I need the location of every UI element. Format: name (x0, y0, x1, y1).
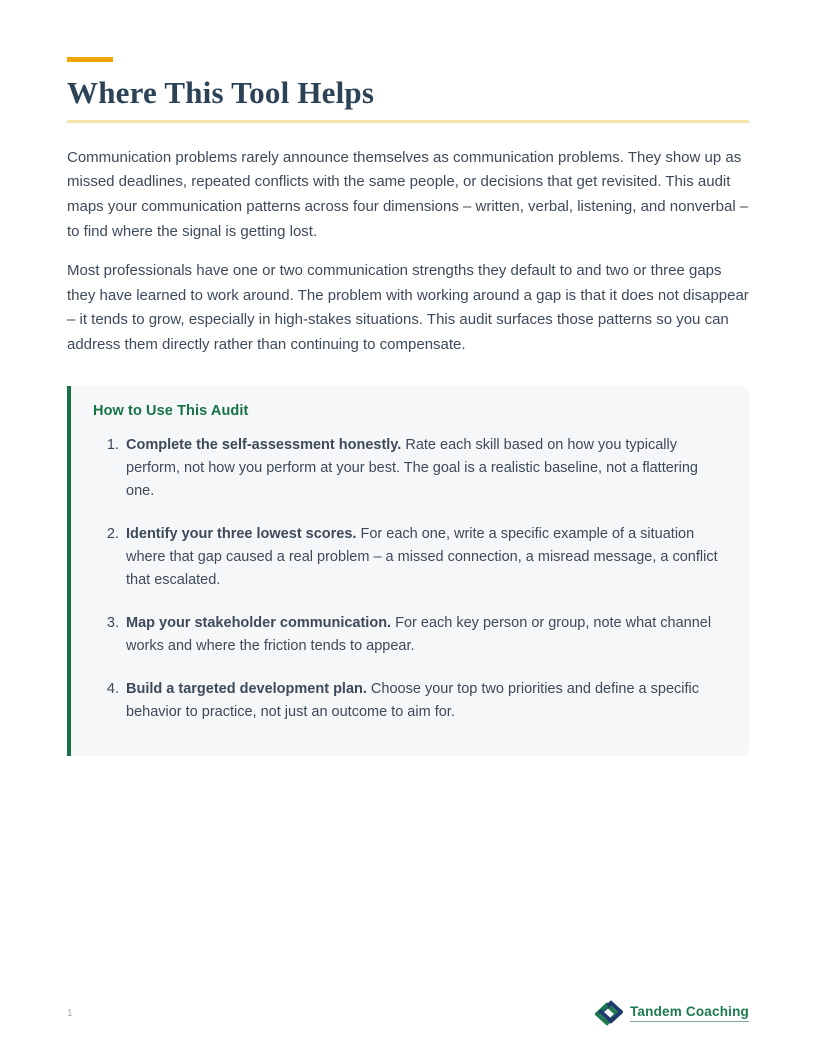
list-item-lead: Build a targeted development plan. (126, 681, 367, 698)
list-item-body: For each one, write a specific example of a situation where that gap caused a real problem – a missed connection, a misread message, a conflict that escalated. (126, 526, 718, 589)
list-item-body: For each key person or group, note what channel works and where the friction tends to appear. (126, 615, 712, 655)
how-to-use-callout (67, 386, 749, 756)
callout-heading: How to Use This Audit (93, 403, 249, 420)
tandem-logo-icon (595, 1000, 623, 1026)
tandem-coaching-logo[interactable] (595, 1000, 749, 1026)
title-rule (67, 120, 749, 123)
intro-paragraph-2: Most professionals have one or two communication strengths they default to and two or three gaps they have learned to work around. The problem with working around a gap is that it does not disappear – it tends to grow, especially in high-stakes situations. This audit surfaces those patterns so you can address them directly rather than continuing to compensate. (67, 261, 749, 354)
accent-bar (67, 57, 113, 62)
intro-paragraph-1: Communication problems rarely announce themselves as communication problems. They show up as missed deadlines, repeated conflicts with the same people, or decisions that get revisited. This audit maps your communication patterns across four dimensions – written, verbal, listening, and nonverbal – to find where the signal is getting lost. (67, 148, 749, 241)
list-item (123, 678, 721, 724)
instruction-list (93, 434, 721, 724)
logo-text: Tandem Coaching (630, 1004, 749, 1022)
page-footer (67, 1000, 749, 1026)
list-item-lead: Complete the self-assessment honestly. (126, 437, 402, 454)
list-item (123, 434, 721, 503)
list-item (123, 523, 721, 592)
list-item-body: Rate each skill based on how you typically perform, not how you perform at your best. The goal is a realistic baseline, not a flattering one. (126, 437, 698, 500)
list-item (123, 612, 721, 658)
intro-section (67, 146, 749, 358)
page-number: 1 (67, 1007, 73, 1019)
list-item-lead: Identify your three lowest scores. (126, 526, 357, 543)
page-title: Where This Tool Helps (67, 75, 375, 110)
list-item-body: Choose your top two priorities and define a specific behavior to practice, not just an outcome to aim for. (126, 681, 699, 721)
list-item-lead: Map your stakeholder communication. (126, 615, 392, 632)
